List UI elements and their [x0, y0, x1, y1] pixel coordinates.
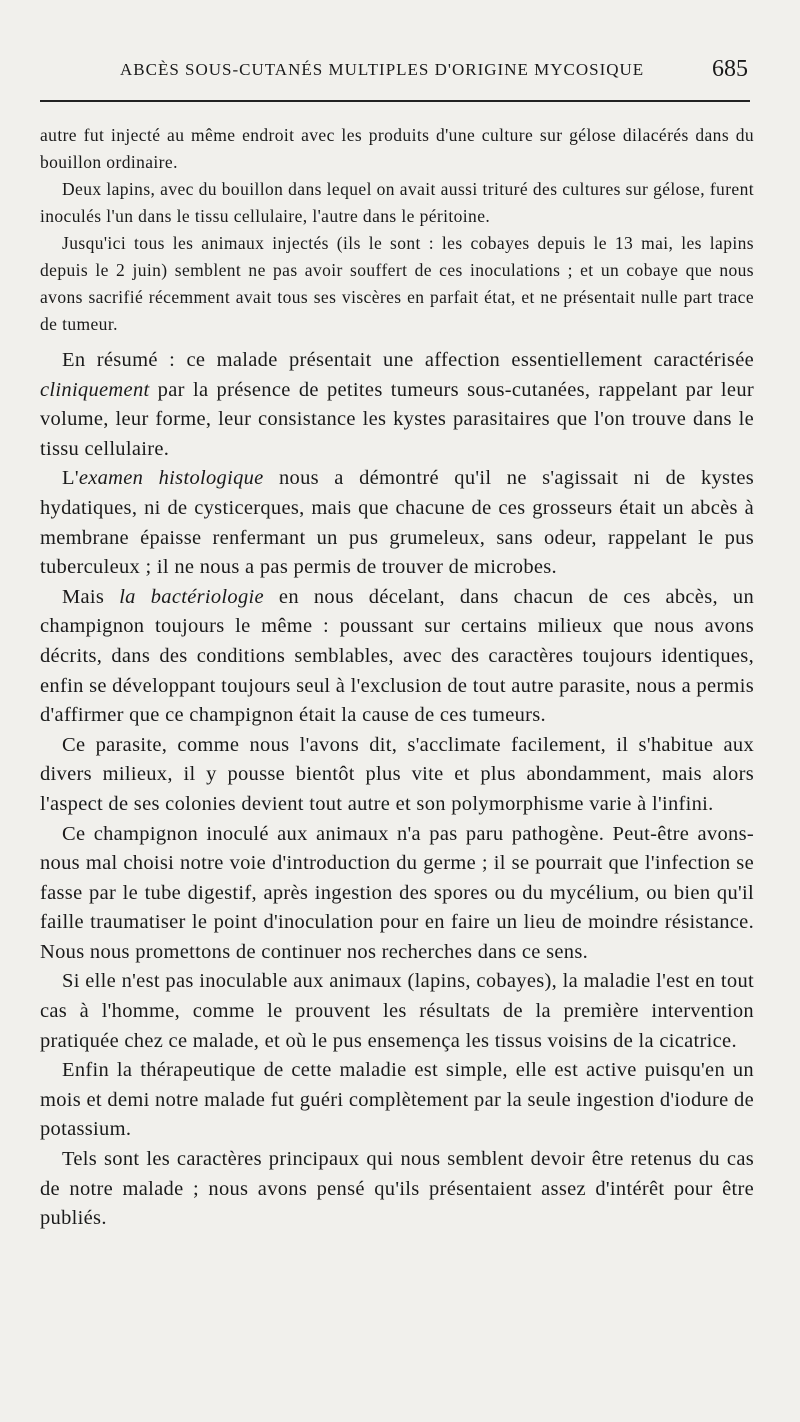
italic-term: la bactériologie [119, 585, 264, 608]
paragraph: Tels sont les caractères principaux qui nous semblent devoir être retenus du cas de notre malade ; nous avons pensé qu'ils présentaient assez d'intérêt pour être publiés. [40, 1148, 754, 1230]
italic-term: cliniquement [40, 378, 150, 401]
paragraph: Enfin la thérapeutique de cette maladie est simple, elle est active puisqu'en un mois et demi notre malade fut guéri complètement par la seule ingestion d'iodure de potassium. [40, 1059, 754, 1141]
text-run: en nous décelant, dans chacun de ces abcès, un champignon toujours le même : poussant sur certains milieux que nous avons décrits, dans des conditions semblables, avec des caractères toujours identiques, enfin se développant toujours seul à l'exclusion de tout autre parasite, nous a permis d'affirmer que ce champignon était la cause de ces tumeurs. [40, 585, 754, 727]
small-print-section [40, 122, 754, 338]
paragraph: Si elle n'est pas inoculable aux animaux (lapins, cobayes), la maladie l'est en tout cas à l'homme, comme le prouvent les résultats de la première intervention pratiquée chez ce malade, et où le pus ensemença les tissus voisins de la cicatrice. [40, 970, 754, 1052]
paragraph: autre fut injecté au même endroit avec les produits d'une culture sur gélose dilacérés dans du bouillon ordinaire. [40, 125, 754, 172]
paragraph-summary [40, 346, 754, 464]
paragraph: Ce parasite, comme nous l'avons dit, s'acclimate facilement, il s'habitue aux divers milieux, il y pousse bientôt plus vite et plus abondamment, mais alors l'aspect de ses colonies devient tout autre et son polymorphisme varie à l'infini. [40, 733, 754, 815]
italic-term: examen histologique [78, 467, 264, 490]
paragraph: Deux lapins, avec du bouillon dans lequel on avait aussi trituré des cultures sur gélose, furent inoculés l'un dans le tissu cellulaire, l'autre dans le péritoine. [40, 179, 754, 226]
text-run: par la présence de petites tumeurs sous-cutanées, rappelant par leur volume, leur forme, leur consistance les kystes parasitaires que l'on trouve dans le tissu cellulaire. [40, 378, 754, 460]
text-run: Mais [62, 585, 120, 608]
paragraph: Jusqu'ici tous les animaux injectés (ils le sont : les cobayes depuis le 13 mai, les lapins depuis le 2 juin) semblent ne pas avoir souffert de ces inoculations ; et un cobaye que nous avons sacrifié récemment avait tous ses viscères en parfait état, et ne présentait nulle part trace de tumeur. [40, 233, 754, 334]
text-run: L' [62, 467, 79, 490]
main-text-section [40, 346, 754, 1234]
paragraph-histology [40, 464, 754, 582]
paragraph: Ce champignon inoculé aux animaux n'a pas paru pathogène. Peut-être avons-nous mal choisi notre voie d'introduction du germe ; il se pourrait que l'infection se fasse par le tube digestif, après ingestion des spores ou du mycélium, ou bien qu'il faille traumatiser le point d'inoculation pour en faire un lieu de moindre résistance. Nous nous promettons de continuer nos recherches dans ce sens. [40, 822, 754, 963]
running-title: ABCÈS SOUS-CUTANÉS MULTIPLES D'ORIGINE MYCOSIQUE [120, 60, 645, 79]
text-run: En résumé : ce malade présentait une affection essentiellement caractérisée [62, 349, 754, 371]
page-header [40, 56, 752, 86]
paragraph-bacteriology [40, 583, 754, 731]
header-rule [40, 100, 750, 102]
text-run: nous a démontré qu'il ne s'agissait ni de kystes hydatiques, ni de cysticerques, mais que chacune de ces grosseurs était un abcès à membrane épaisse renfermant un pus grumeleux, sans odeur, rappelant le pus tuberculeux ; il ne nous a pas permis de trouver de microbes. [40, 467, 754, 579]
page-number: 685 [712, 56, 748, 82]
